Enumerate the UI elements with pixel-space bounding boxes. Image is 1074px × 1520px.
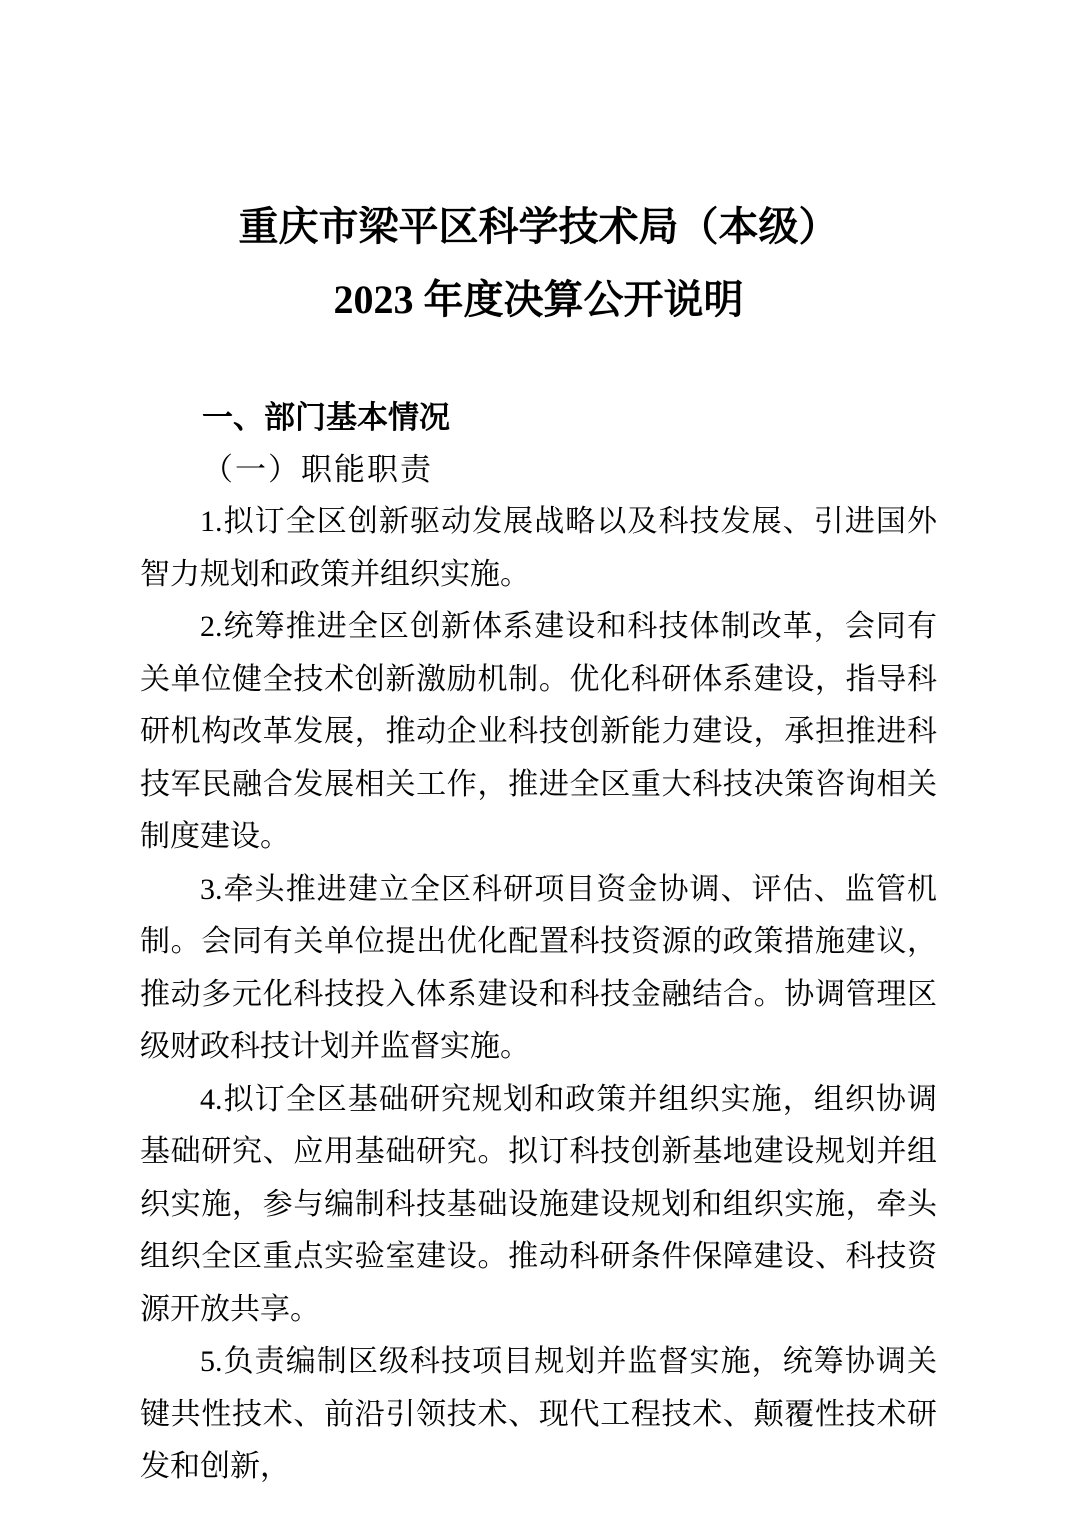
- title-line-2: 2023 年度决算公开说明: [333, 277, 744, 322]
- title-line-1: 重庆市梁平区科学技术局（本级）: [238, 204, 839, 249]
- subsection-heading: （一）职能职责: [202, 452, 433, 487]
- document-body: [140, 496, 937, 1494]
- paragraph-3: 3.牵头推进建立全区科研项目资金协调、评估、监管机制。会同有关单位提出优化配置科技资源的政策措施建议，推动多元化科技投入体系建设和科技金融结合。协调管理区级财政科技计划并监督实施。: [140, 872, 937, 1063]
- paragraph-4: 4.拟订全区基础研究规划和政策并组织实施，组织协调基础研究、应用基础研究。拟订科技创新基地建设规划并组织实施，参与编制科技基础设施建设规划和组织实施，牵头组织全区重点实验室建设。推动科研条件保障建设、科技资源开放共享。: [140, 1082, 937, 1326]
- paragraph-1: 1.拟订全区创新驱动发展战略以及科技发展、引进国外智力规划和政策并组织实施。: [140, 505, 937, 591]
- paragraph-5: 5.负责编制区级科技项目规划并监督实施，统筹协调关键共性技术、前沿引领技术、现代工程技术、颠覆性技术研发和创新，: [140, 1345, 937, 1483]
- document-title: [140, 190, 937, 336]
- section-heading: 一、部门基本情况: [202, 400, 450, 435]
- paragraph-2: 2.统筹推进全区创新体系建设和科技体制改革，会同有关单位健全技术创新激励机制。优化科研体系建设，指导科研机构改革发展，推动企业科技创新能力建设，承担推进科技军民融合发展相关工作，推进全区重大科技决策咨询相关制度建设。: [140, 610, 937, 853]
